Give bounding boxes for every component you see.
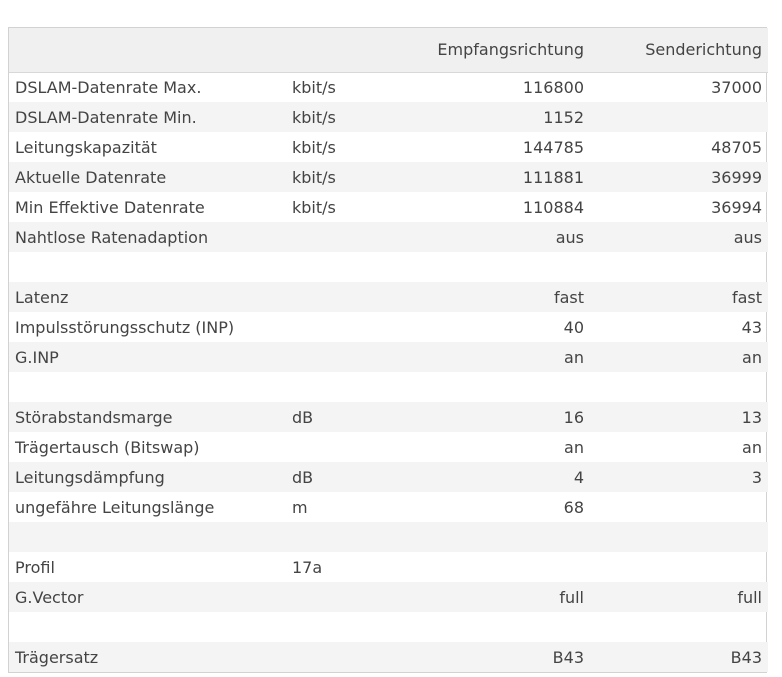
row-unit: kbit/s — [292, 77, 336, 97]
row-upstream-value: fast — [731, 287, 762, 307]
row-downstream-value — [429, 252, 590, 282]
row-downstream-value: 16 — [563, 407, 584, 427]
row-upstream-value: aus — [733, 227, 762, 247]
row-label: Latenz — [15, 287, 69, 307]
table-row — [9, 402, 768, 432]
row-upstream-value: B43 — [730, 647, 762, 667]
row-unit: dB — [292, 467, 314, 487]
dsl-info-table — [9, 28, 768, 672]
table-row — [9, 612, 768, 642]
row-unit: kbit/s — [292, 197, 336, 217]
row-upstream-value — [590, 252, 768, 282]
table-row — [9, 312, 768, 342]
row-upstream-value: 3 — [751, 467, 762, 487]
table-row — [9, 132, 768, 162]
row-unit — [286, 222, 429, 252]
row-unit: m — [292, 497, 308, 517]
table-row — [9, 462, 768, 492]
row-label: Profil — [15, 557, 55, 577]
row-label — [9, 252, 286, 282]
header-upstream: Senderichtung — [645, 40, 762, 60]
header-downstream: Empfangsrichtung — [437, 40, 584, 60]
row-upstream-value — [590, 102, 768, 132]
dsl-info-panel — [8, 27, 767, 673]
row-label: DSLAM-Datenrate Min. — [15, 107, 197, 127]
row-unit: dB — [292, 407, 314, 427]
row-label — [9, 522, 286, 552]
header-unit — [286, 28, 429, 72]
row-downstream-value: 144785 — [522, 137, 584, 157]
table-body — [9, 72, 768, 672]
table-row — [9, 432, 768, 462]
row-upstream-value: an — [742, 437, 762, 457]
row-label: Nahtlose Ratenadaption — [15, 227, 209, 247]
table-row — [9, 552, 768, 582]
table-header — [9, 28, 768, 72]
header-row — [9, 28, 768, 72]
row-label: Min Effektive Datenrate — [15, 197, 205, 217]
row-upstream-value — [590, 492, 768, 522]
row-label: Störabstandsmarge — [15, 407, 173, 427]
row-downstream-value: 4 — [573, 467, 584, 487]
row-label: Leitungskapazität — [15, 137, 157, 157]
row-downstream-value: fast — [553, 287, 584, 307]
row-upstream-value: 13 — [741, 407, 762, 427]
row-upstream-value — [590, 372, 768, 402]
row-downstream-value: B43 — [552, 647, 584, 667]
row-unit — [286, 342, 429, 372]
row-downstream-value: 40 — [563, 317, 584, 337]
row-unit — [286, 312, 429, 342]
row-label: Aktuelle Datenrate — [15, 167, 167, 187]
row-unit — [286, 252, 429, 282]
row-downstream-value: 68 — [563, 497, 584, 517]
row-label: Leitungsdämpfung — [15, 467, 165, 487]
row-upstream-value: 36994 — [711, 197, 762, 217]
row-upstream-value: full — [737, 587, 762, 607]
table-row — [9, 582, 768, 612]
row-label: DSLAM-Datenrate Max. — [15, 77, 202, 97]
row-upstream-value: 36999 — [711, 167, 762, 187]
row-unit — [286, 432, 429, 462]
row-unit — [286, 642, 429, 672]
table-row — [9, 492, 768, 522]
row-label — [9, 612, 286, 642]
row-downstream-value: 116800 — [522, 77, 584, 97]
table-row — [9, 102, 768, 132]
row-label: Trägersatz — [15, 647, 99, 667]
row-unit — [286, 282, 429, 312]
row-downstream-value — [429, 522, 590, 552]
row-label — [9, 372, 286, 402]
row-unit: kbit/s — [292, 137, 336, 157]
table-row — [9, 162, 768, 192]
row-upstream-value: an — [742, 347, 762, 367]
row-upstream-value — [590, 552, 768, 582]
row-downstream-value: 110884 — [522, 197, 584, 217]
row-unit: kbit/s — [292, 107, 336, 127]
table-row — [9, 642, 768, 672]
table-row — [9, 192, 768, 222]
table-row — [9, 72, 768, 102]
table-row — [9, 522, 768, 552]
row-label: Impulsstörungsschutz (INP) — [15, 317, 235, 337]
row-unit — [286, 522, 429, 552]
row-unit — [286, 582, 429, 612]
row-downstream-value: 111881 — [522, 167, 584, 187]
header-label — [9, 28, 286, 72]
row-downstream-value: 1152 — [543, 107, 584, 127]
row-unit — [286, 372, 429, 402]
row-downstream-value: an — [564, 437, 584, 457]
row-label: Trägertausch (Bitswap) — [15, 437, 200, 457]
table-row — [9, 252, 768, 282]
row-unit: 17a — [292, 557, 323, 577]
row-upstream-value — [590, 612, 768, 642]
table-row — [9, 222, 768, 252]
row-downstream-value: an — [564, 347, 584, 367]
table-row — [9, 372, 768, 402]
row-upstream-value: 43 — [741, 317, 762, 337]
row-label: ungefähre Leitungslänge — [15, 497, 215, 517]
row-upstream-value — [590, 522, 768, 552]
row-upstream-value: 37000 — [711, 77, 762, 97]
row-downstream-value: aus — [555, 227, 584, 247]
table-row — [9, 342, 768, 372]
row-downstream-value — [429, 552, 590, 582]
row-downstream-value — [429, 612, 590, 642]
table-row — [9, 282, 768, 312]
row-downstream-value: full — [559, 587, 584, 607]
row-unit — [286, 612, 429, 642]
row-label: G.Vector — [15, 587, 84, 607]
row-unit: kbit/s — [292, 167, 336, 187]
row-label: G.INP — [15, 347, 59, 367]
row-downstream-value — [429, 372, 590, 402]
row-upstream-value: 48705 — [711, 137, 762, 157]
